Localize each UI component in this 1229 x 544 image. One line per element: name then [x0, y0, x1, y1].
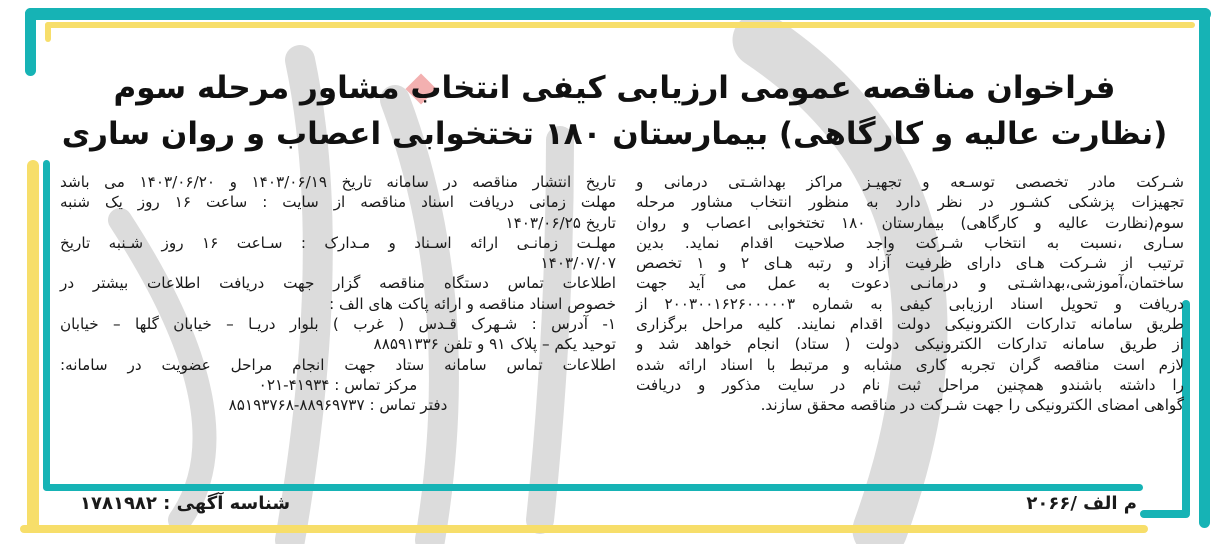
- frame-left-yellow: [27, 160, 39, 532]
- body-line: را داشته باشندو همچنین مراحل ثبت نام در سایت مذکور و دریافت: [636, 375, 1184, 394]
- body-line: سـاری ،نسبت به انتخاب شـرکت واجد صلاحیت اقدام نماید. بدین: [636, 233, 1184, 252]
- body-line: توحید یکم – پلاک ۹۱ و تلفن ۸۸۵۹۱۳۳۶: [373, 335, 616, 354]
- body-line: اطلاعات تماس دستگاه مناقصه گزار جهت دریافت اطلاعات بیشتر در: [60, 274, 616, 293]
- body-line: ترتیب از شـرکت هـای دارای ظرفیت آزاد و رتبه هـای ۲ و ۱ تخصص: [636, 254, 1184, 273]
- left-column: [60, 172, 616, 416]
- body-line: دفتر تماس : ۸۸۹۶۹۷۳۷-۸۵۱۹۳۷۶۸: [228, 396, 448, 415]
- body-line: شـرکت مادر تخصصی توسـعه و تجهیـز مراکز بهداشـتی درمانی و: [636, 173, 1184, 191]
- frame-bottom-yellow: [20, 525, 1148, 533]
- body-line: ساختمان،آموزشی،بهداشـتی و درمانـی دعوت به عمل می آید جهت: [636, 274, 1184, 293]
- divider-teal: [43, 484, 1143, 491]
- body-line: از طریق سامانه تدارکات الکترونیکی دولت ( ستاد) انجام خواهد شد و: [636, 335, 1184, 354]
- body-line: ۱- آدرس : شـهرک قـدس ( غرب ) بلوار دریـا – خیابان گلها – خیابان: [60, 315, 616, 334]
- body-line: تاریخ ۱۴۰۳/۰۶/۲۵: [505, 213, 616, 232]
- body-line: مرکز تماس : ۴۱۹۳۴-۰۲۱: [258, 375, 418, 394]
- body-line: مهلـت زمانـی ارائه اسـناد و مـدارک : سـاعت ۱۶ روز شـنبه تاریخ: [60, 233, 616, 252]
- body-line: طریق سامانه تدارکات الکترونیکی دولت اقدام نمایند. کلیه مراحل برگزاری: [636, 315, 1184, 334]
- right-column: [636, 172, 1184, 416]
- frame-right-teal: [1199, 8, 1210, 528]
- frame-left-teal: [25, 8, 36, 76]
- frame-bottom-inner-teal: [1140, 510, 1190, 518]
- ad-id: شناسه آگهی : ۱۷۸۱۹۸۲: [80, 493, 291, 514]
- frame-left-inner-teal: [43, 160, 50, 490]
- frame-top-teal: [25, 8, 1211, 20]
- body-line: مهلت زمانی دریافت اسناد مناقصه از سایت : ساعت ۱۶ روز یک شنبه: [60, 193, 616, 212]
- frame-top-yellow: [45, 22, 1195, 28]
- ad-code: م الف /۲۰۶۶: [1026, 493, 1137, 514]
- title-line-1: فراخوان مناقصه عمومی ارزیابی کیفی انتخاب مشاور مرحله سوم: [113, 70, 1116, 106]
- body-line: دریافت و تحویل اسناد ارزیابی کیفی به شماره ۲۰۰۳۰۰۱۶۲۶۰۰۰۰۰۳ از: [636, 294, 1184, 313]
- body-line: گواهی امضای الکترونیکی را جهت شـرکت در مناقصه محقق سازند.: [760, 396, 1184, 415]
- body-line: تاریخ انتشار مناقصه در سامانه تاریخ ۱۴۰۳/۰۶/۱۹ و ۱۴۰۳/۰۶/۲۰ می باشد: [60, 173, 616, 191]
- body-line: ۱۴۰۳/۰۷/۰۷: [540, 254, 616, 273]
- body-line: اطلاعات تماس سامانه ستاد جهت انجام مراحل عضویت در سامانه:: [60, 355, 616, 374]
- title-line-2: (نظارت عالیه و کارگاهی) بیمارستان ۱۸۰ تختخوابی اعصاب و روان ساری: [61, 116, 1168, 152]
- frame-top-yellow-tip: [45, 22, 51, 42]
- body-line: سوم(نظارت عالیه و کارگاهی) بیمارستان ۱۸۰ تختخوابی اعصاب و روان: [636, 213, 1184, 232]
- body-line: تجهیزات پزشکی کشـور در نظر دارد به منظور انتخاب مشاور مرحله: [636, 193, 1184, 212]
- body-line: خصوص اسناد مناقصه و ارائه پاکت های الف :: [329, 294, 616, 313]
- body-line: لازم است مناقصه گران تجربه کاری مشابه و مرتبط با اسناد ارائه شده: [636, 355, 1184, 374]
